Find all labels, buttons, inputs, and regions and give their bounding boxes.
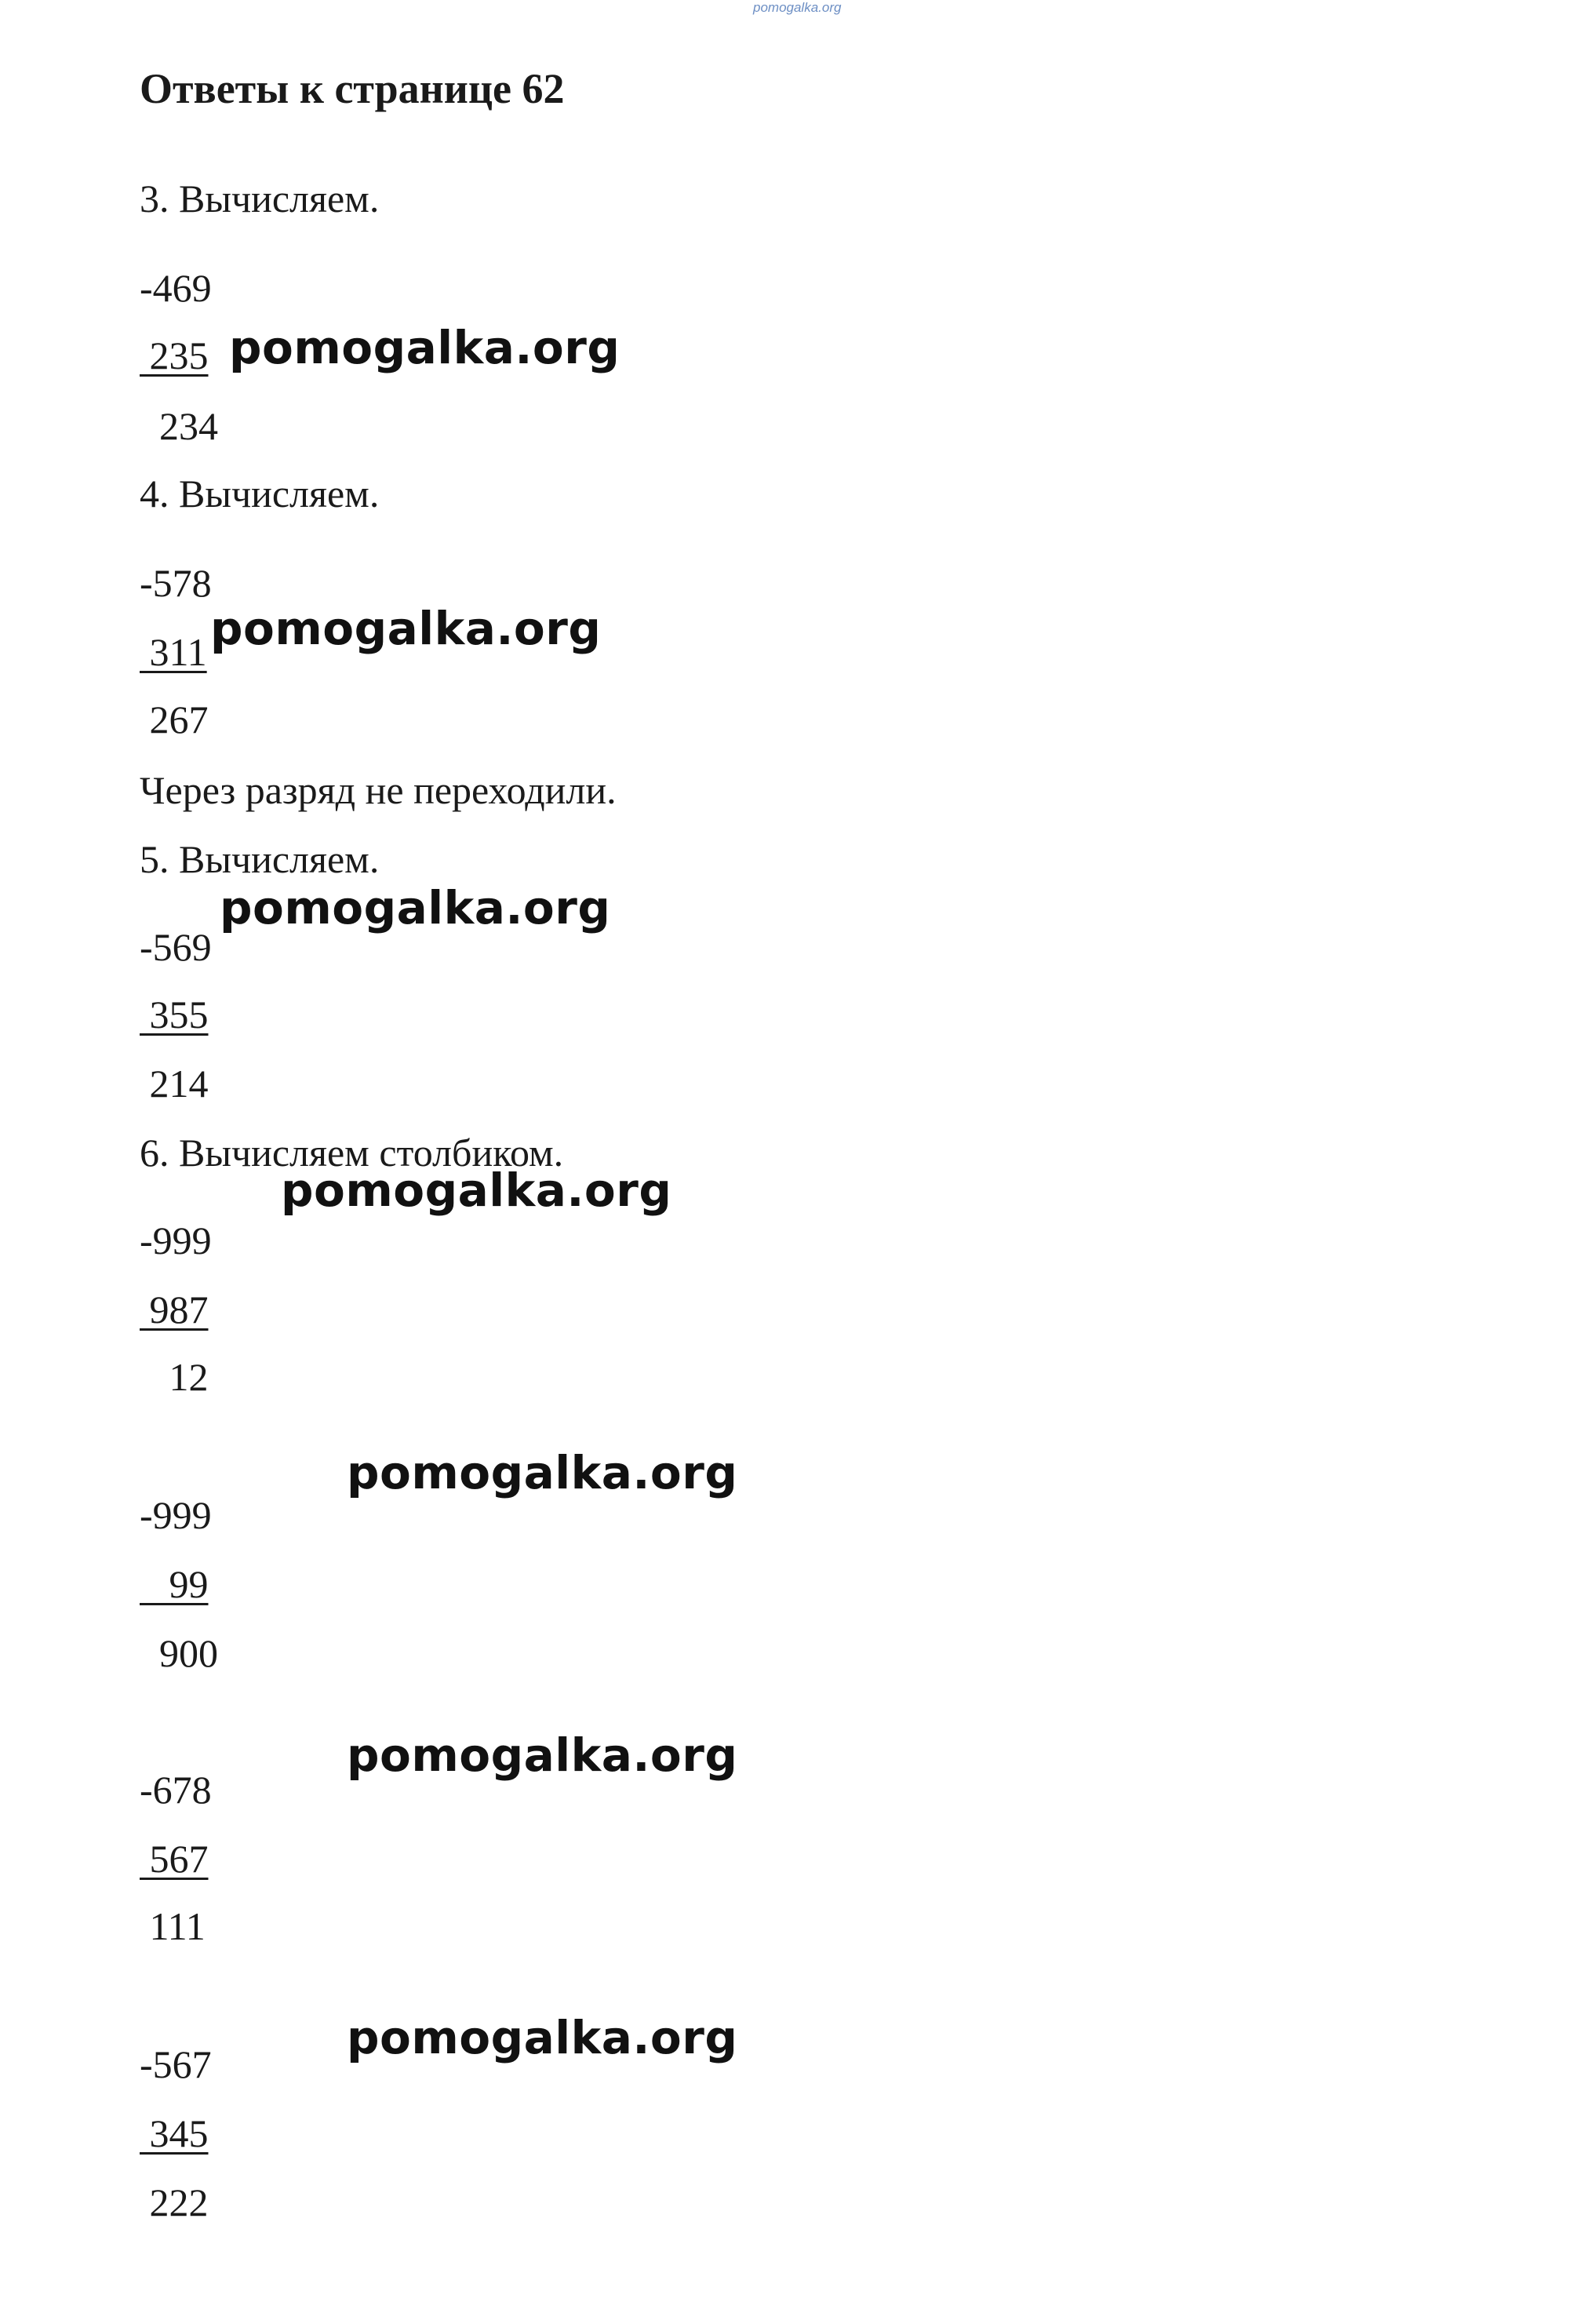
task-6-calc-3-result: 111 (140, 1904, 206, 1948)
watermark: pomogalka.org (229, 321, 620, 374)
task-6-calc-3-minuend: -678 (140, 1768, 212, 1812)
site-watermark-small: pomogalka.org (753, 0, 842, 15)
watermark: pomogalka.org (220, 881, 611, 934)
task-4-note: Через разряд не переходили. (140, 768, 617, 812)
watermark: pomogalka.org (347, 2011, 738, 2064)
task-5-result: 214 (140, 1062, 209, 1106)
task-6-calc-4-subtrahend: 345 (140, 2111, 209, 2155)
task-3-minuend: -469 (140, 266, 212, 310)
task-5-subtrahend: 355 (140, 993, 209, 1036)
task-6-calc-1-minuend: -999 (140, 1218, 212, 1262)
task-6-calc-1-subtrahend: 987 (140, 1288, 209, 1331)
task-6-calc-1-result: 12 (140, 1355, 209, 1399)
task-4-result: 267 (140, 698, 209, 741)
task-3-subtrahend: 235 (140, 333, 209, 377)
task-4-heading: 4. Вычисляем. (140, 472, 380, 515)
task-6-calc-3-subtrahend: 567 (140, 1837, 209, 1881)
task-5-minuend: -569 (140, 925, 212, 969)
watermark: pomogalka.org (210, 602, 602, 655)
task-3-result: 234 (140, 404, 218, 448)
watermark: pomogalka.org (347, 1446, 738, 1499)
task-6-calc-2-minuend: -999 (140, 1493, 212, 1537)
task-6-calc-4-result: 222 (140, 2180, 209, 2224)
task-6-calc-2-result: 900 (140, 1631, 218, 1675)
task-6-heading: 6. Вычисляем столбиком. (140, 1131, 564, 1175)
task-4-subtrahend: 311 (140, 630, 207, 674)
task-5-heading: 5. Вычисляем. (140, 837, 380, 881)
task-6-calc-2-subtrahend: 99 (140, 1562, 209, 1606)
page-title: Ответы к странице 62 (140, 65, 565, 112)
watermark: pomogalka.org (347, 1728, 738, 1782)
task-6-calc-4-minuend: -567 (140, 2042, 212, 2086)
task-3-heading: 3. Вычисляем. (140, 177, 380, 220)
task-4-minuend: -578 (140, 561, 212, 605)
watermark: pomogalka.org (281, 1164, 672, 1217)
